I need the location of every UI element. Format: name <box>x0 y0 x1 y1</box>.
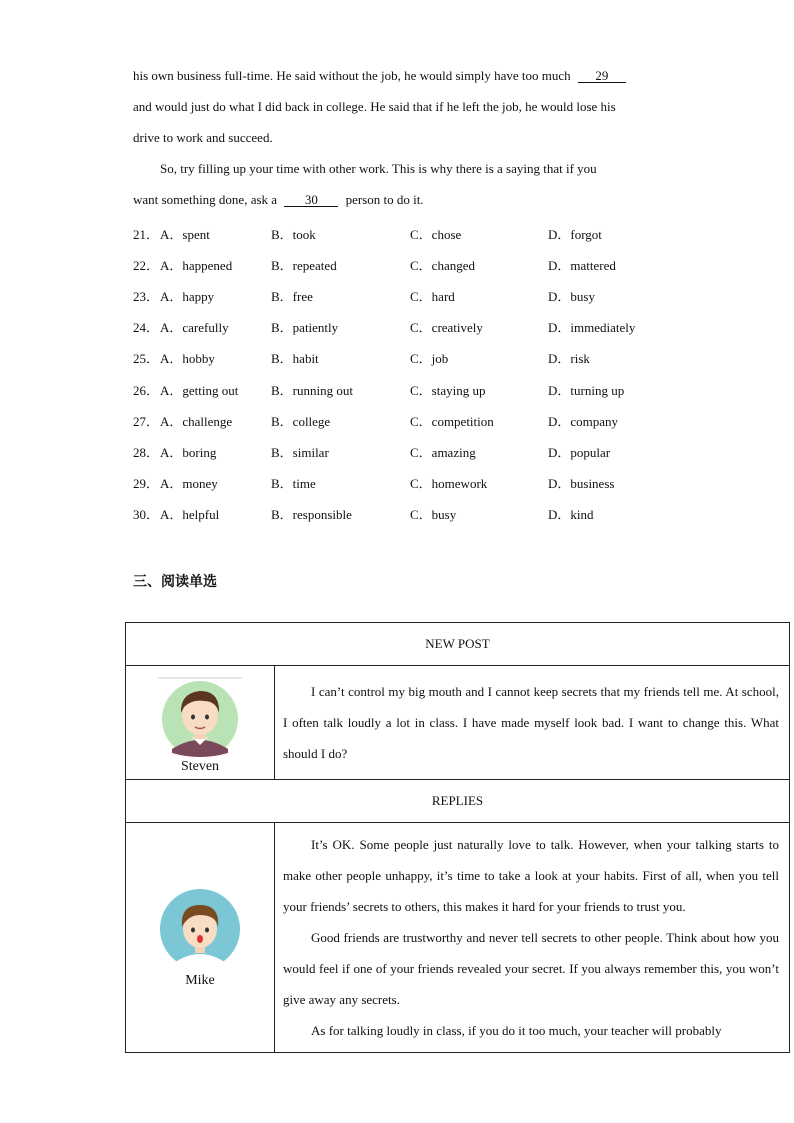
option-c: C．creatively <box>410 320 483 336</box>
option-d: D．business <box>548 475 615 491</box>
passage-line: and would just do what I did back in college. He said that if he left the job, he would lose his <box>133 99 616 114</box>
steven-post-text: I can’t control my big mouth and I cannot keep secrets that my friends tell me. At school, I often talk loudly a lot in class. I have made myself look bad. I want to change this. What should I do? <box>275 666 790 780</box>
option-d: D．turning up <box>548 382 625 398</box>
option-d: D．immediately <box>548 320 636 336</box>
option-c: C．changed <box>410 258 475 274</box>
boy-avatar-icon <box>158 887 242 971</box>
question-number: 21． <box>133 227 160 242</box>
new-post-header: NEW POST <box>126 623 790 666</box>
option-a: A．hobby <box>160 351 215 367</box>
option-d: D．mattered <box>548 258 616 274</box>
option-b: B．time <box>271 475 316 491</box>
option-a: A．spent <box>160 227 210 242</box>
option-a: A．carefully <box>160 320 229 336</box>
question-number: 23． <box>133 289 160 305</box>
question-number: 29． <box>133 475 160 491</box>
option-c: C．job <box>410 351 449 367</box>
option-b: B．running out <box>271 382 353 398</box>
option-c: C．chose <box>410 227 462 242</box>
boy-avatar-icon <box>158 677 242 757</box>
forum-table <box>125 622 790 1053</box>
option-b: B．patiently <box>271 320 339 336</box>
option-d: D．risk <box>548 351 590 367</box>
option-c: C．staying up <box>410 382 486 398</box>
option-b: B．repeated <box>271 258 337 274</box>
option-a: A．happy <box>160 289 215 305</box>
option-a: A．getting out <box>160 382 239 398</box>
option-d: D．company <box>548 413 619 429</box>
question-number: 26． <box>133 382 160 398</box>
passage-line: want something done, ask a 30 person to do it. <box>133 192 424 207</box>
option-c: C．busy <box>410 506 457 522</box>
option-d: D．kind <box>548 506 594 522</box>
option-a: A．happened <box>160 258 233 274</box>
question-number: 27． <box>133 413 160 429</box>
question-number: 25． <box>133 351 160 367</box>
replies-header: REPLIES <box>126 780 790 823</box>
passage-line: drive to work and succeed. <box>133 130 273 145</box>
question-number: 24． <box>133 320 160 336</box>
blank-29: 29 <box>578 69 626 83</box>
option-c: C．amazing <box>410 444 476 460</box>
question-number: 22． <box>133 258 160 274</box>
question-number: 28． <box>133 444 160 460</box>
option-d: D．forgot <box>548 227 602 242</box>
option-c: C．homework <box>410 475 488 491</box>
option-b: B．college <box>271 413 331 429</box>
option-d: D．busy <box>548 289 595 305</box>
steven-name: Steven <box>180 758 220 774</box>
option-a: A．challenge <box>160 413 233 429</box>
option-c: C．competition <box>410 413 494 429</box>
option-a: A．money <box>160 475 218 491</box>
mike-avatar-cell <box>126 823 275 1053</box>
option-b: B．took <box>271 227 316 242</box>
question-number: 30． <box>133 506 160 522</box>
blank-30: 30 <box>284 193 338 207</box>
option-c: C．hard <box>410 289 455 305</box>
option-b: B．responsible <box>271 506 352 522</box>
mike-name: Mike <box>185 972 215 988</box>
option-b: B．habit <box>271 351 319 367</box>
passage-line: his own business full-time. He said without the job, he would simply have too much 29 <box>133 68 626 84</box>
option-d: D．popular <box>548 444 611 460</box>
option-b: B．similar <box>271 444 329 460</box>
passage-line: So, try filling up your time with other work. This is why there is a saying that if you <box>160 161 597 176</box>
section-title: 三、阅读单选 <box>133 574 217 590</box>
mike-reply-text: It’s OK. Some people just naturally love to talk. However, when your talking starts to make other people unhappy, it’s time to take a look at your habits. First of all, when you tell your friends’ secrets to others, this makes it hard for your friends to trust you. Good friends are trustworthy and never tell secrets to other people. Think about how you would feel if one of your friends revealed your secret. If you always remember this, you won’t give away any secrets. As for talking loudly in class, if you do it too much, your teacher will probably <box>275 823 790 1053</box>
option-b: B．free <box>271 289 313 305</box>
steven-avatar-cell <box>126 666 275 780</box>
option-a: A．helpful <box>160 506 220 522</box>
option-a: A．boring <box>160 444 217 460</box>
